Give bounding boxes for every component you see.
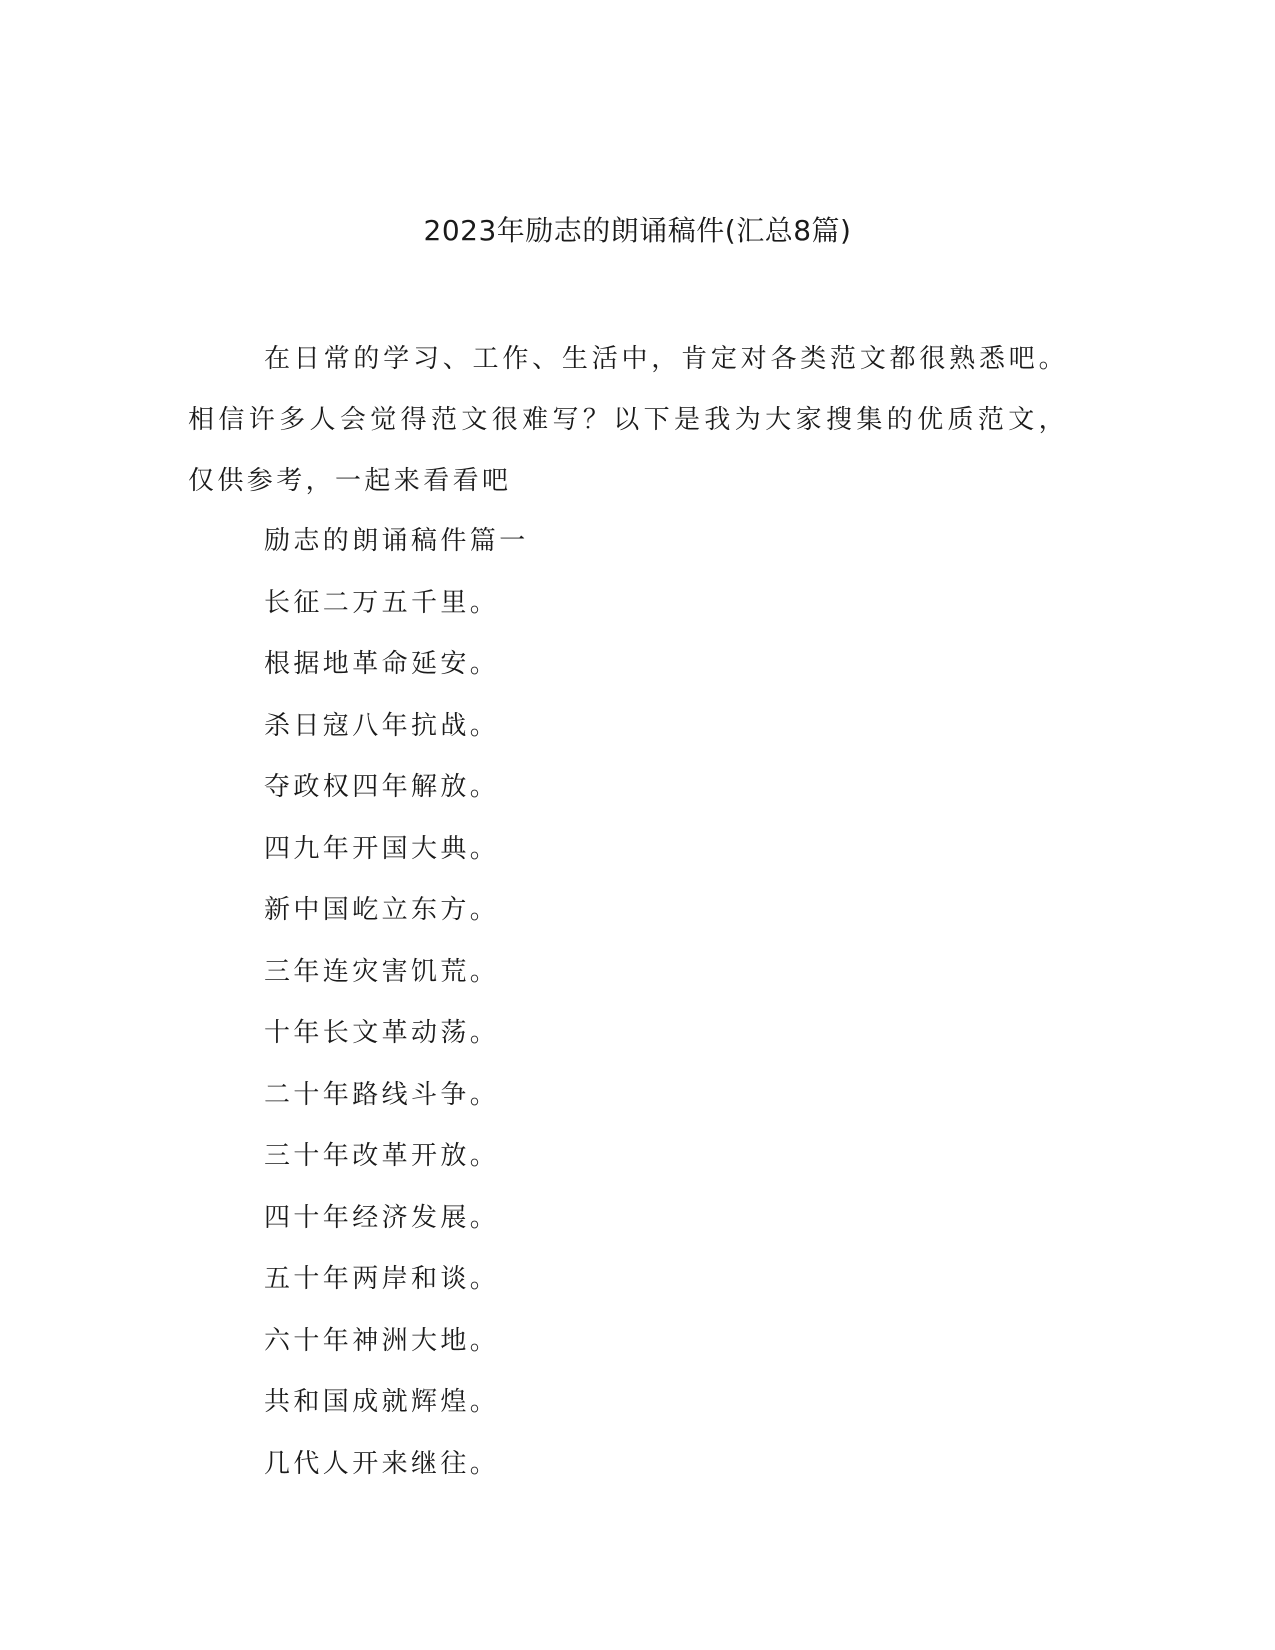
poem-line: 共和国成就辉煌。 <box>264 1387 500 1417</box>
document-title: 2023年励志的朗诵稿件(汇总8篇) <box>423 214 852 247</box>
poem-line: 三年连灾害饥荒。 <box>264 956 500 987</box>
poem-line: 长征二万五千里。 <box>264 587 500 618</box>
poem-line: 三十年改革开放。 <box>264 1141 500 1171</box>
poem-line: 根据地革命延安。 <box>264 649 500 679</box>
section-heading: 励志的朗诵稿件篇一 <box>264 526 529 556</box>
poem-line: 五十年两岸和谈。 <box>264 1264 500 1294</box>
poem-line: 六十年神洲大地。 <box>264 1325 500 1356</box>
intro-paragraph: 在日常的学习、工作、生活中，肯定对各类范文都很熟悉吧。相信许多人会觉得范文很难写？以下是我为大家搜集的优质范文，仅供参考，一起来看看吧 <box>188 344 1068 496</box>
poem-line: 杀日寇八年抗战。 <box>264 710 500 741</box>
poem-line: 新中国屹立东方。 <box>264 895 500 925</box>
poem-line: 四九年开国大典。 <box>264 833 500 864</box>
poem-line: 几代人开来继往。 <box>264 1448 500 1479</box>
poem-line: 四十年经济发展。 <box>264 1202 500 1233</box>
poem-lines <box>264 511 529 1495</box>
poem-line: 十年长文革动荡。 <box>264 1018 500 1048</box>
poem-line: 二十年路线斗争。 <box>264 1079 500 1110</box>
poem-line: 夺政权四年解放。 <box>264 772 500 802</box>
